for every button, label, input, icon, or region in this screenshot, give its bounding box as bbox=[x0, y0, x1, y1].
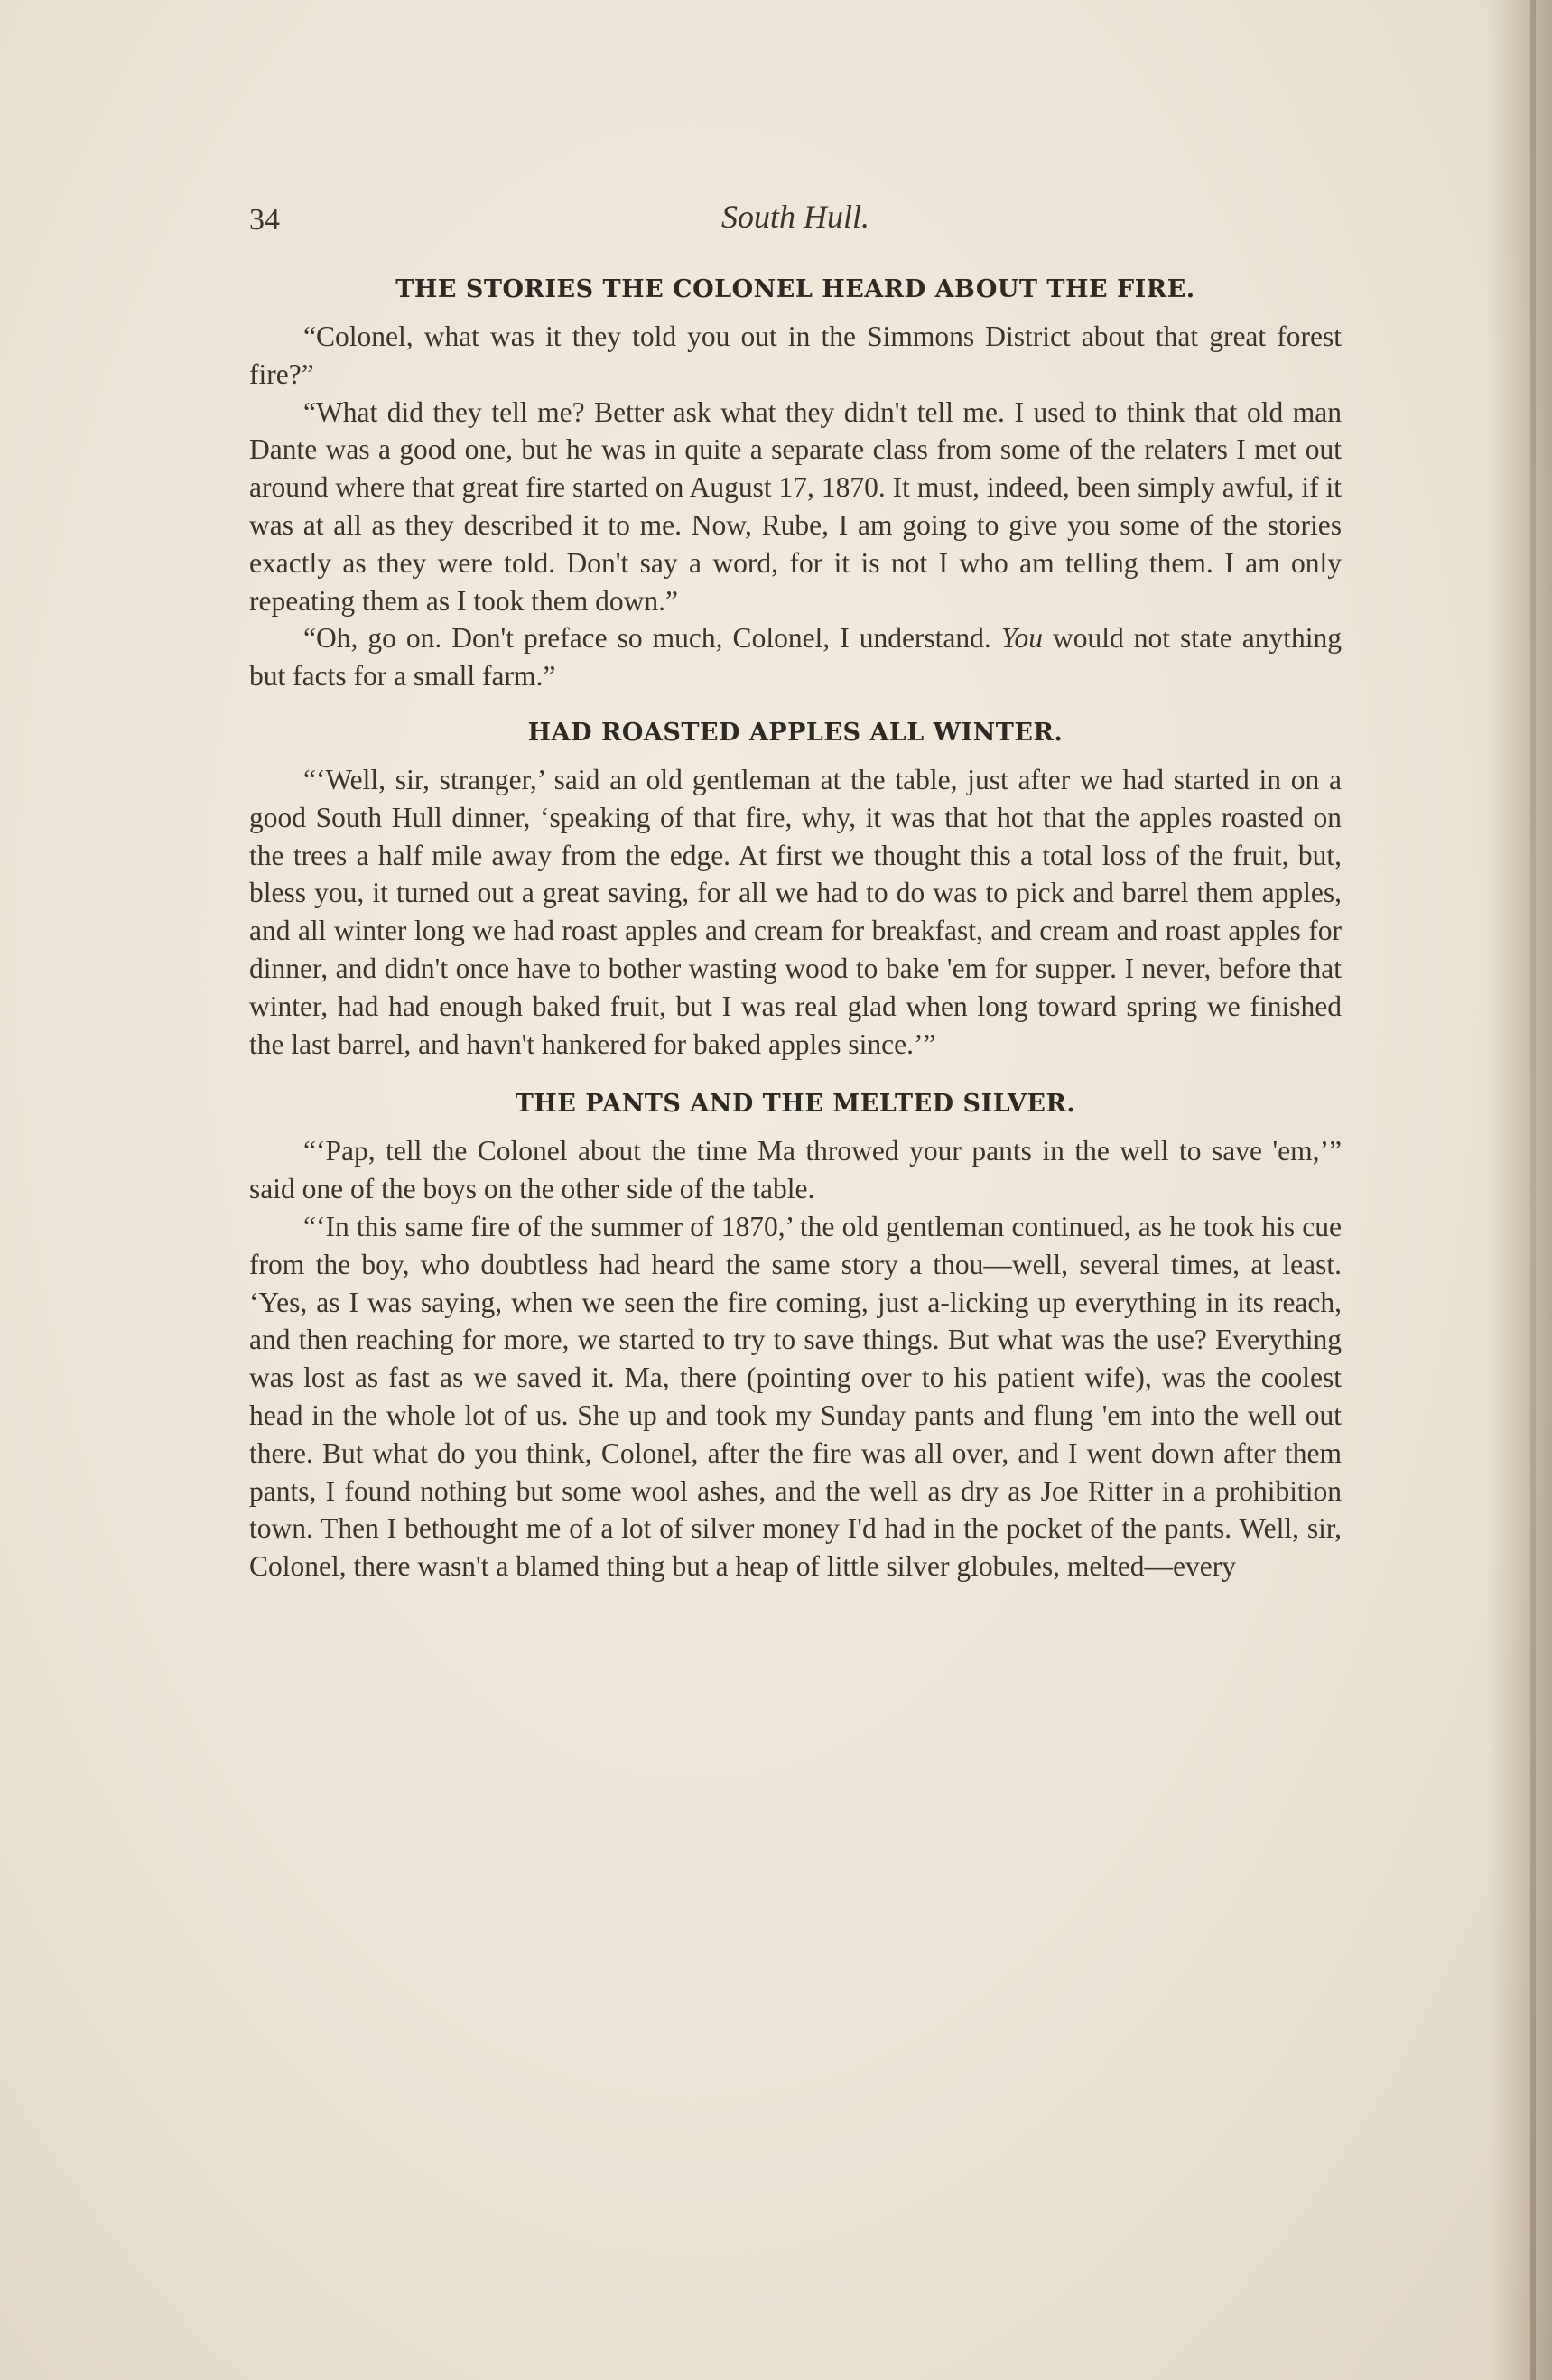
paragraph: “‘In this same fire of the summer of 1870,’ the old gentleman continued, as he took his cue from the boy, who doubtless had heard the same story a thou—well, several times, at least. ‘Yes, as I was saying, when we seen the fire coming, just a-licking up everything in its reach, and then reaching for more, we started to try to save things. But what was the use? Everything was lost as fast as we saved it. Ma, there (pointing over to his patient wife), was the coolest head in the whole lot of us. She up and took my Sunday pants and flung 'em into the well out there. But what do you think, Colonel, after the fire was all over, and I went down after them pants, I found nothing but some wool ashes, and the well as dry as Joe Ritter in a prohibition town. Then I bethought me of a lot of silver money I'd had in the pocket of the pants. Well, sir, Colonel, there wasn't a blamed thing but a heap of little silver globules, melted—every bbox=[249, 1210, 1342, 1583]
page-edge-line bbox=[1530, 0, 1536, 2380]
section-heading-apples: HAD ROASTED APPLES ALL WINTER. bbox=[527, 718, 1064, 747]
section-heading-pants: THE PANTS AND THE MELTED SILVER. bbox=[515, 1090, 1076, 1119]
paragraph-rest: would not state anything but facts for a small farm.” bbox=[249, 622, 1343, 693]
paragraph: “What did they tell me? Better ask what they didn't tell me. I used to think that old man Dante was a good one, but he was in quite a separate class from some of the relaters I met out around where that great fire started on August 17, 1870. It must, indeed, been simply awful, if it was at all as they described it to me. Now, Rube, I am going to give you some of the stories exactly as they were told. Don't say a word, for it is not I who am telling them. I am only repeating them as I took them down.” bbox=[249, 395, 1342, 617]
running-title: South Hull. bbox=[720, 199, 869, 235]
running-head bbox=[249, 185, 1342, 248]
section-heading-stories: THE STORIES THE COLONEL HEARD ABOUT THE FIRE. bbox=[395, 275, 1195, 303]
page-edge-shadow bbox=[1489, 0, 1552, 2380]
paragraph: “‘Pap, tell the Colonel about the time Ma throwed your pants in the well to save 'em,’” said one of the boys on the other side of the table. bbox=[249, 1135, 1342, 1205]
text-block bbox=[249, 185, 1342, 1585]
paragraph-lead: “Oh, go on. Don't preface so much, Colonel, I understand. bbox=[303, 622, 991, 655]
page-number: 34 bbox=[249, 203, 280, 237]
paragraph bbox=[249, 619, 1342, 695]
paragraph: “‘Well, sir, stranger,’ said an old gentleman at the table, just after we had started in on a good South Hull dinner, ‘speaking of that fire, why, it was that hot that the apples roasted on the trees a half mile away from the edge. At first we thought this a total loss of the fruit, but, bless you, it turned out a great saving, for all we had to do was to pick and barrel them apples, and all winter long we had roast apples and cream for breakfast, and cream and roast apples for dinner, and didn't once have to bother wasting wood to bake 'em for supper. I never, before that winter, had had enough baked fruit, but I was real glad when long toward spring we finished the last barrel, and havn't hankered for baked apples since.’” bbox=[249, 763, 1342, 1060]
paragraph: “Colonel, what was it they told you out in the Simmons District about that great forest fire?” bbox=[249, 321, 1342, 390]
paragraph-italic: You bbox=[1000, 622, 1043, 655]
